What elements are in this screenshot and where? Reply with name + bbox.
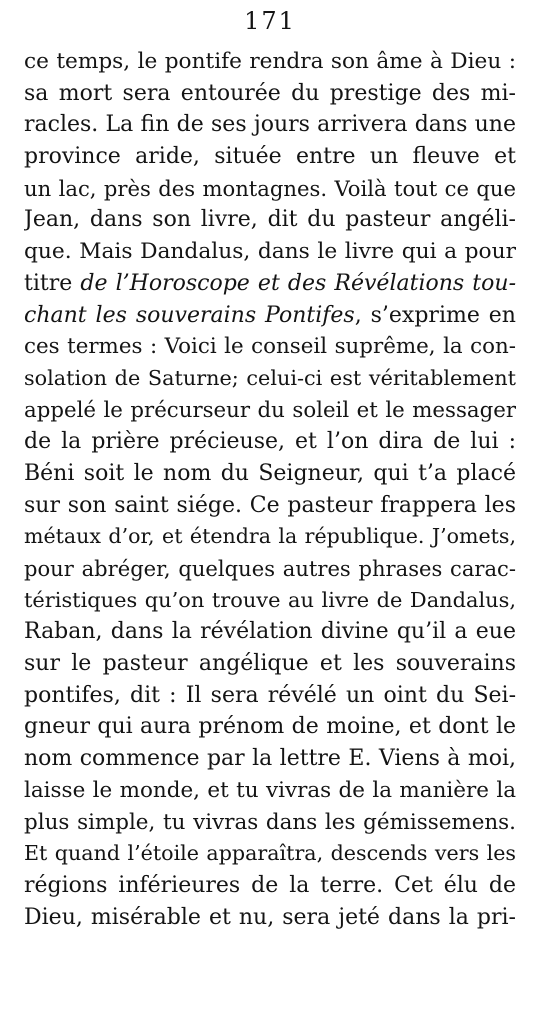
text-line [24,268,516,300]
text-line [24,363,516,395]
text-line [24,902,516,934]
text-run: laisse le monde, et tu vivras de la manière la [24,777,516,803]
text-line [24,807,516,839]
text-run: sur son saint siége. Ce pasteur frappera les [24,492,516,518]
text-run: titre [24,270,81,296]
text-run: Jean, dans son livre, dit du pasteur angéli- [24,207,516,233]
text-run: gneur qui aura prénom de moine, et dont le [24,714,516,740]
text-line [24,870,516,902]
text-line [24,743,516,775]
text-run: Dieu, misérable et nu, sera jeté dans la pri- [24,904,516,930]
text-run: que. Mais Dandalus, dans le livre qui a pour [24,239,516,265]
italic-text: chant les souverains Pontifes [24,302,355,328]
text-line [24,553,516,585]
text-run: sa mort sera entourée du prestige des mi- [24,80,516,106]
text-line [24,426,516,458]
text-run: pontifes, dit : Il sera révélé un oint du Sei- [24,682,516,708]
text-run: nom commence par la lettre E. Viens à moi, [24,746,516,772]
text-line [24,141,516,173]
text-line [24,521,516,553]
text-run: Raban, dans la révélation divine qu’il a eue [24,619,516,645]
text-line [24,395,516,427]
text-line [24,775,516,807]
text-run: ces termes : Voici le conseil suprême, la con- [24,334,516,360]
text-line [24,838,516,870]
text-line [24,109,516,141]
text-run: racles. La fin de ses jours arrivera dans une [24,112,516,138]
page-number: 171 [244,7,296,35]
text-line [24,173,516,205]
text-run: Béni soit le nom du Seigneur, qui t’a placé [24,460,516,486]
text-run: plus simple, tu vivras dans les gémissemens. [24,809,516,835]
text-run: Et quand l’étoile apparaîtra, descends vers les [24,841,516,866]
text-line [24,680,516,712]
text-run: pour abréger, quelques autres phrases carac- [24,556,516,581]
text-run: métaux d’or, et étendra la république. J’omets, [24,524,516,549]
text-line [24,331,516,363]
italic-text: de l’Horoscope et des Révélations tou- [80,270,516,296]
text-line [24,616,516,648]
text-line [24,458,516,490]
text-line [24,711,516,743]
text-run: un lac, près des montagnes. Voilà tout ce que [24,175,516,201]
text-run: province aride, située entre un fleuve et [24,144,516,170]
text-run: solation de Saturne; celui-ci est véritablement [24,365,516,390]
text-run: sur le pasteur angélique et les souverains [24,651,516,677]
text-run: appelé le précurseur du soleil et le messager [24,397,516,423]
text-line [24,585,516,617]
text-line [24,300,516,332]
text-line [24,204,516,236]
text-run: de la prière précieuse, et l’on dira de lui : [24,429,516,455]
body-text [24,46,516,933]
text-line [24,78,516,110]
text-line [24,236,516,268]
text-line [24,490,516,522]
text-line [24,46,516,78]
text-run: , s’exprime en [354,302,516,328]
text-run: ce temps, le pontife rendra son âme à Dieu : [24,49,516,74]
text-line [24,648,516,680]
text-run: régions inférieures de la terre. Cet élu de [24,872,516,898]
text-run: téristiques qu’on trouve au livre de Dandalus, [24,587,516,612]
